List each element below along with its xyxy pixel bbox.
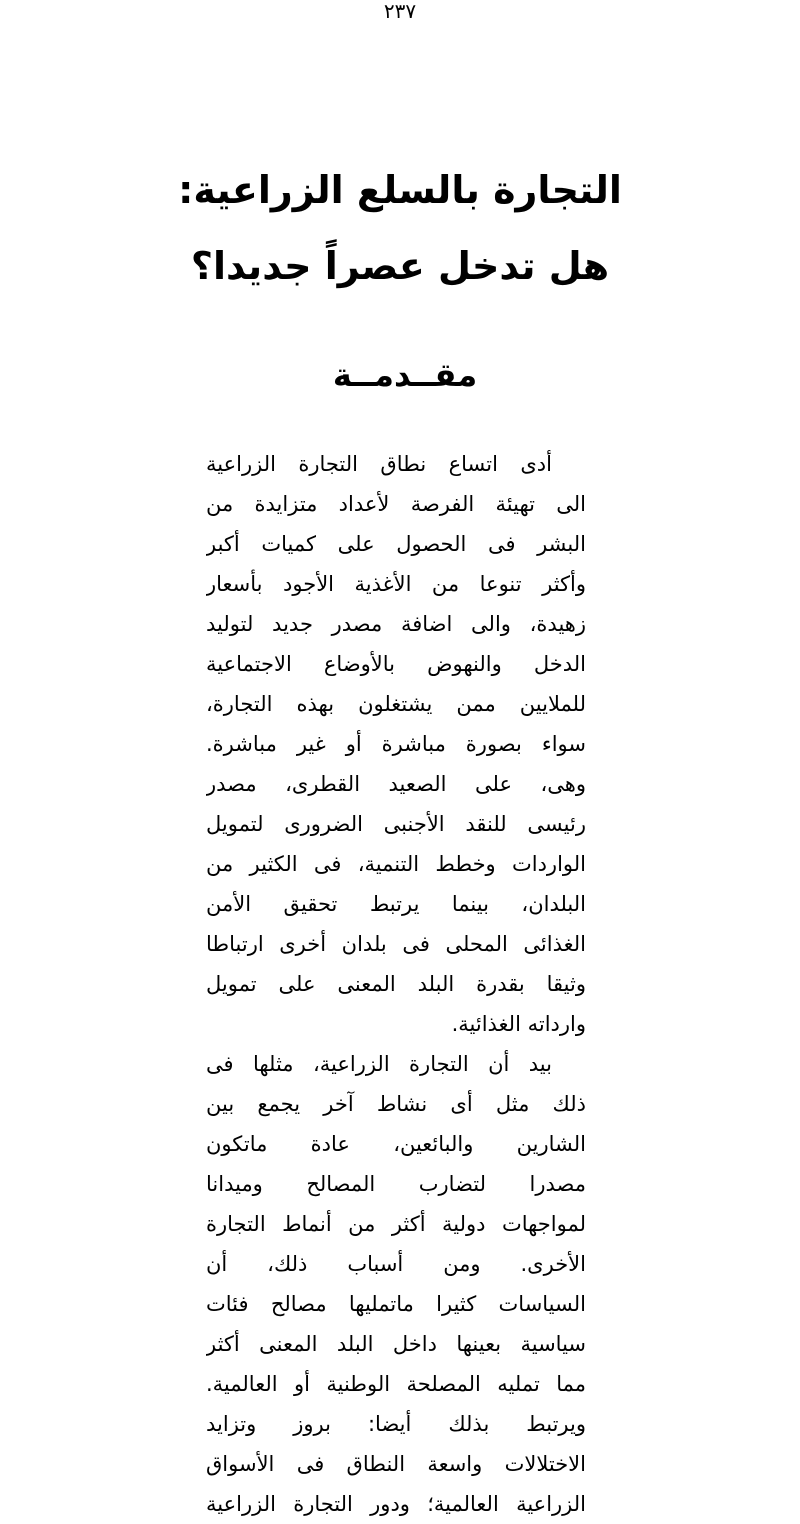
article-title: [160, 152, 640, 304]
paragraph: [206, 444, 586, 1044]
title-line: هل تدخل عصراً جديدا؟: [190, 244, 610, 288]
body-text: [206, 444, 586, 1524]
text-line: مصدرا لتضارب المصالح وميدانا: [206, 1172, 586, 1196]
text-line: مما تمليه المصلحة الوطنية أو العالمية.: [206, 1372, 586, 1396]
text-line: وثيقا بقدرة البلد المعنى على تمويل: [206, 972, 586, 996]
text-line: رئيسى للنقد الأجنبى الضرورى لتمويل: [206, 812, 586, 836]
text-line: بيد أن التجارة الزراعية، مثلها فى: [206, 1052, 552, 1076]
text-line: لمواجهات دولية أكثر من أنماط التجارة: [206, 1212, 586, 1236]
page-number: ٢٣٧: [383, 0, 417, 23]
title-line: التجارة بالسلع الزراعية:: [178, 168, 622, 212]
text-line: وارداته الغذائية.: [451, 1012, 586, 1036]
text-line: وأكثر تنوعا من الأغذية الأجود بأسعار: [206, 572, 586, 596]
text-line: السياسات كثيرا ماتمليها مصالح فئات: [206, 1292, 586, 1316]
text-line: وهى، على الصعيد القطرى، مصدر: [206, 772, 586, 796]
text-line: الدخل والنهوض بالأوضاع الاجتماعية: [206, 652, 586, 676]
text-line: الشارين والبائعين، عادة ماتكون: [206, 1132, 586, 1156]
paragraph: [206, 1044, 586, 1524]
text-line: الاختلالات واسعة النطاق فى الأسواق: [206, 1452, 586, 1476]
text-line: أدى اتساع نطاق التجارة الزراعية: [206, 452, 552, 476]
text-line: الغذائى المحلى فى بلدان أخرى ارتباطا: [206, 932, 586, 956]
text-line: زهيدة، والى اضافة مصدر جديد لتوليد: [206, 612, 586, 636]
text-line: البشر فى الحصول على كميات أكبر: [206, 532, 586, 556]
text-line: البلدان، بينما يرتبط تحقيق الأمن: [206, 892, 586, 916]
text-line: ذلك مثل أى نشاط آخر يجمع بين: [206, 1092, 586, 1116]
text-line: الواردات وخطط التنمية، فى الكثير من: [206, 852, 586, 876]
text-line: الأخرى. ومن أسباب ذلك، أن: [206, 1252, 586, 1276]
text-line: سواء بصورة مباشرة أو غير مباشرة.: [206, 732, 586, 756]
text-line: ويرتبط بذلك أيضا: بروز وتزايد: [206, 1412, 586, 1436]
text-line: سياسية بعينها داخل البلد المعنى أكثر: [206, 1332, 586, 1356]
section-heading: مقــدمــة: [332, 356, 478, 394]
text-line: الزراعية العالمية؛ ودور التجارة الزراعية: [206, 1492, 586, 1516]
text-line: للملايين ممن يشتغلون بهذه التجارة،: [206, 692, 586, 716]
text-line: الى تهيئة الفرصة لأعداد متزايدة من: [206, 492, 586, 516]
